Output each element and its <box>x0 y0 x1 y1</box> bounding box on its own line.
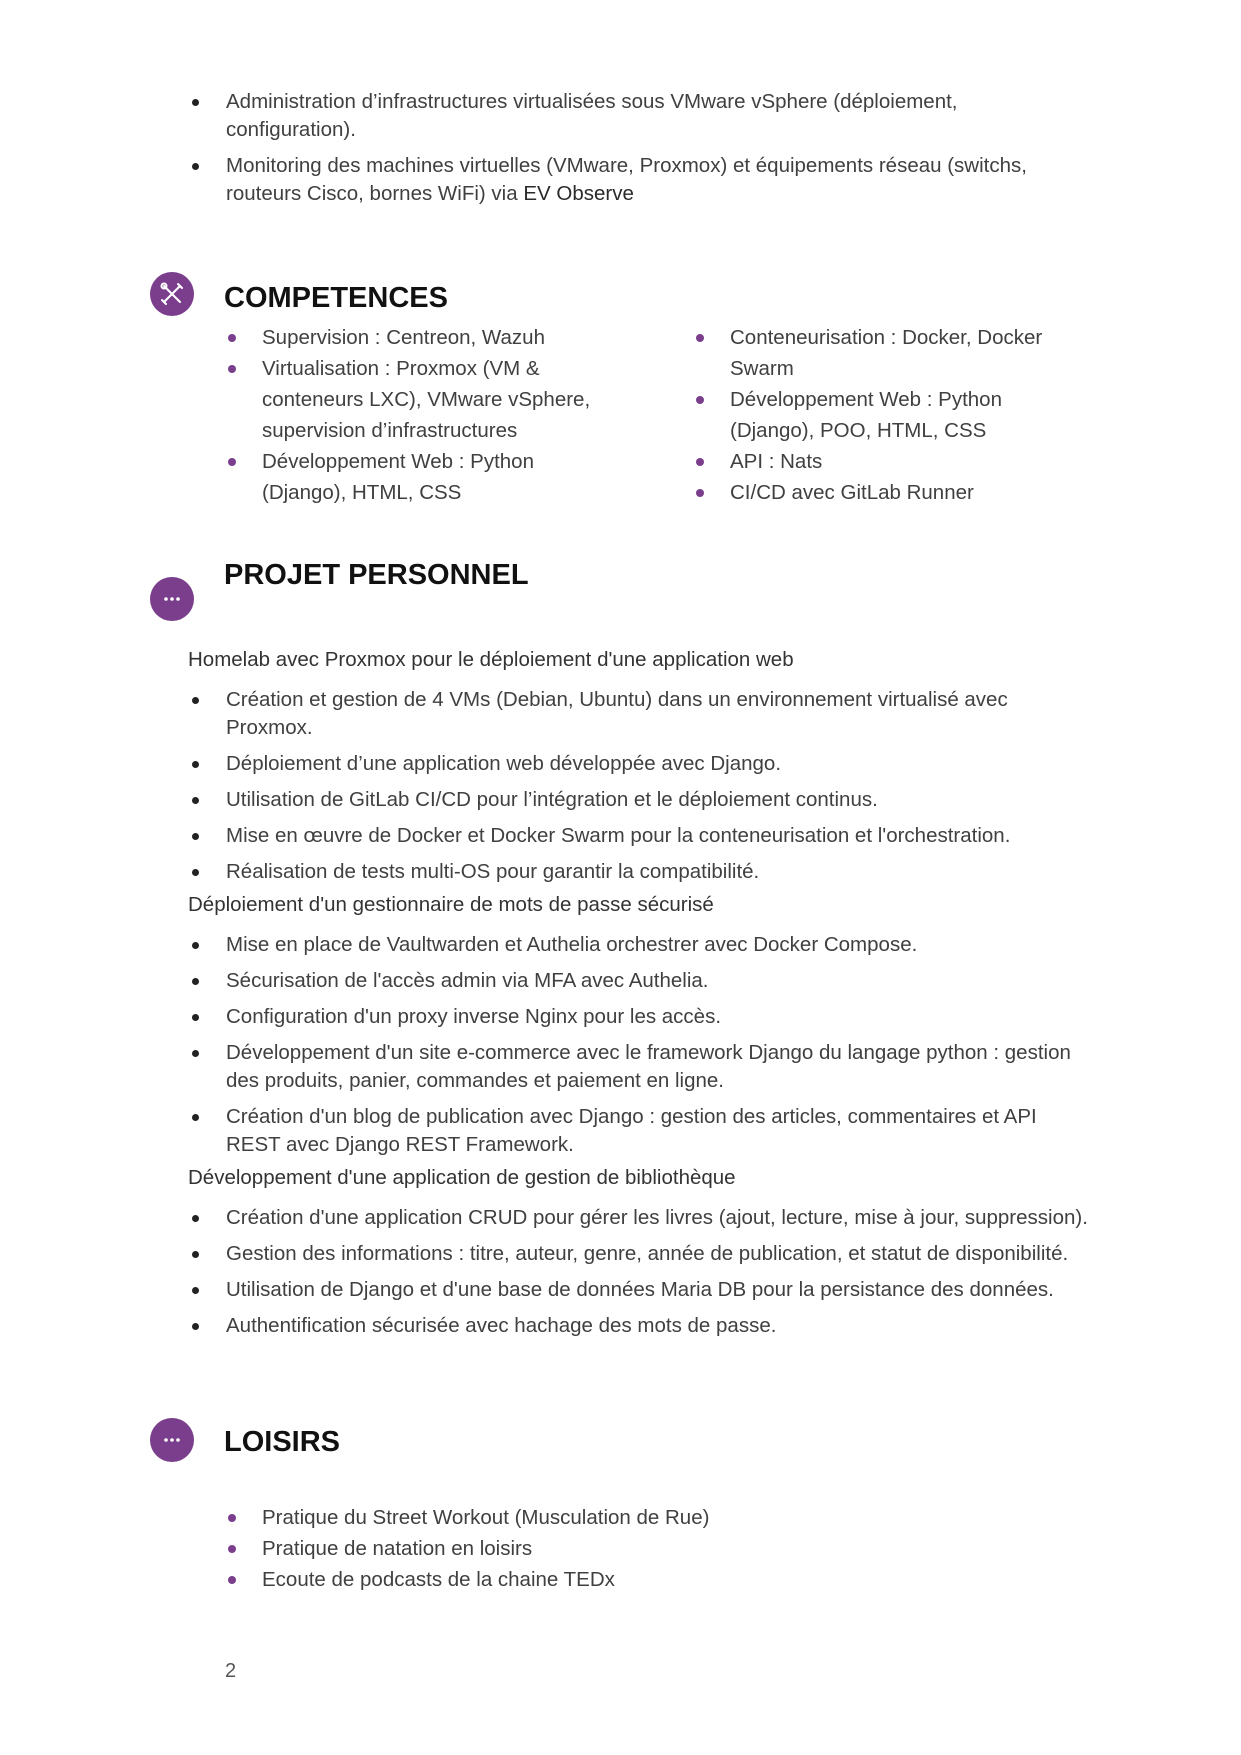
ellipsis-icon <box>150 1418 194 1462</box>
list-item: Création d'un blog de publication avec Django : gestion des articles, commentaires et API REST avec Django REST Framework. <box>188 1103 1088 1159</box>
project-heading: Développement d'une application de gestion de bibliothèque <box>188 1166 736 1189</box>
skill-item: CI/CD avec GitLab Runner <box>692 477 1072 508</box>
list-item: Monitoring des machines virtuelles (VMware, Proxmox) et équipements réseau (switchs, routeurs Cisco, bornes WiFi) via EV Observe <box>188 152 1088 208</box>
list-item: Sécurisation de l'accès admin via MFA avec Authelia. <box>188 967 1088 995</box>
skill-item: API : Nats <box>692 446 1072 477</box>
hobby-item: Pratique du Street Workout (Musculation de Rue) <box>224 1502 924 1533</box>
list-item: Gestion des informations : titre, auteur, genre, année de publication, et statut de disponibilité. <box>188 1240 1088 1268</box>
ev-observe-text: EV Observe <box>523 182 634 205</box>
section-title: LOISIRS <box>224 1426 341 1458</box>
project-list <box>188 686 1088 894</box>
list-item: Développement d'un site e-commerce avec le framework Django du langage python : gestion des produits, panier, commandes et paiement en ligne. <box>188 1039 1088 1095</box>
list-item: Réalisation de tests multi-OS pour garantir la compatibilité. <box>188 858 1088 886</box>
list-item: Configuration d'un proxy inverse Nginx pour les accès. <box>188 1003 1088 1031</box>
list-item: Mise en œuvre de Docker et Docker Swarm pour la conteneurisation et l'orchestration. <box>188 822 1088 850</box>
list-item: Mise en place de Vaultwarden et Authelia orchestrer avec Docker Compose. <box>188 931 1088 959</box>
hobby-item: Pratique de natation en loisirs <box>224 1533 924 1564</box>
section-title: PROJET PERSONNEL <box>224 559 529 591</box>
list-item: Création et gestion de 4 VMs (Debian, Ubuntu) dans un environnement virtualisé avec Proxmox. <box>188 686 1088 742</box>
project-list <box>188 1204 1088 1348</box>
list-item: Administration d’infrastructures virtualisées sous VMware vSphere (déploiement, configuration). <box>188 88 1088 144</box>
list-item: Création d'une application CRUD pour gérer les livres (ajout, lecture, mise à jour, suppression). <box>188 1204 1088 1232</box>
skill-item: Virtualisation : Proxmox (VM & conteneurs LXC), VMware vSphere, supervision d’infrastructures <box>224 353 604 446</box>
list-item: Déploiement d’une application web développée avec Django. <box>188 750 1088 778</box>
project-heading: Déploiement d'un gestionnaire de mots de passe sécurisé <box>188 893 714 916</box>
skill-item: Supervision : Centreon, Wazuh <box>224 322 604 353</box>
ellipsis-icon <box>150 577 194 621</box>
skill-item: Conteneurisation : Docker, Docker Swarm <box>692 322 1072 384</box>
list-item: Authentification sécurisée avec hachage des mots de passe. <box>188 1312 1088 1340</box>
hobby-item: Ecoute de podcasts de la chaine TEDx <box>224 1564 924 1595</box>
skill-item: Développement Web : Python (Django), POO, HTML, CSS <box>692 384 1072 446</box>
loisirs-list <box>224 1502 924 1595</box>
list-item: Utilisation de GitLab CI/CD pour l’intégration et le déploiement continus. <box>188 786 1088 814</box>
tools-icon <box>150 272 194 316</box>
project-list <box>188 931 1088 1167</box>
page-number: 2 <box>225 1660 237 1682</box>
intro-list <box>188 88 1088 216</box>
skills-left-list <box>224 322 604 508</box>
section-title: COMPETENCES <box>224 282 448 314</box>
skill-item: Développement Web : Python (Django), HTML, CSS <box>224 446 604 508</box>
list-item: Utilisation de Django et d'une base de données Maria DB pour la persistance des données. <box>188 1276 1088 1304</box>
project-heading: Homelab avec Proxmox pour le déploiement d'une application web <box>188 648 794 671</box>
skills-right-list <box>692 322 1072 508</box>
